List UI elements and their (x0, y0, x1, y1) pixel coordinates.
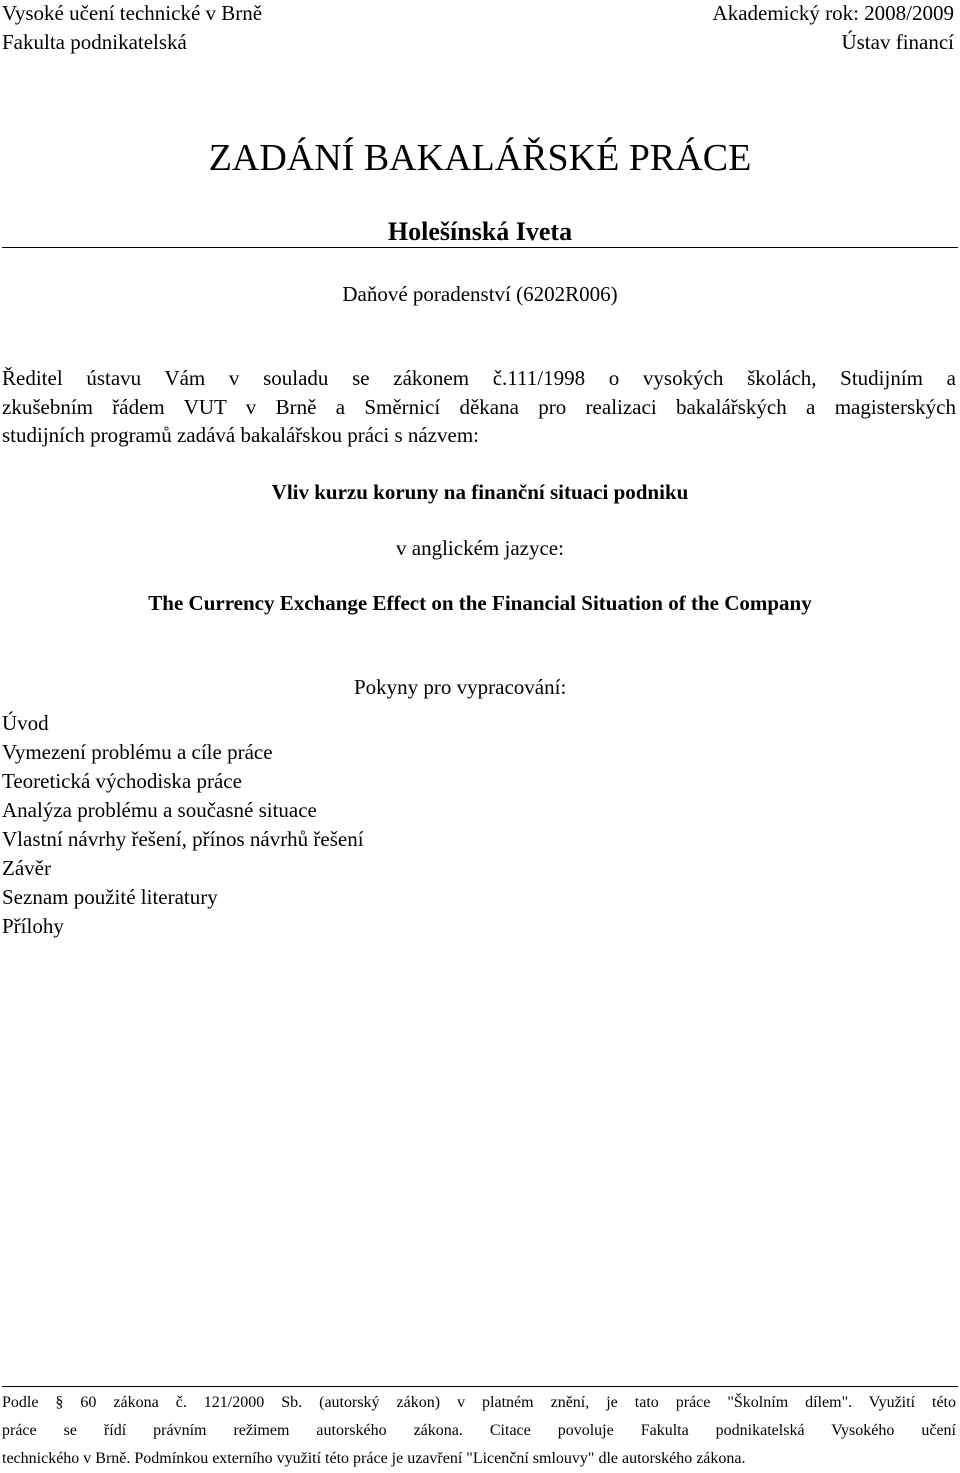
list-item: Přílohy (2, 914, 64, 938)
instructions-label: Pokyny pro vypracování: (354, 675, 567, 699)
list-item: Teoretická východiska práce (2, 769, 242, 793)
instructions-list (2, 709, 364, 941)
academic-year: Akademický rok: 2008/2009 (712, 1, 954, 25)
list-item: Seznam použité literatury (2, 885, 218, 909)
institute-name: Ústav financí (841, 30, 954, 54)
footer-line: technického v Brně. Podmínkou externího využití této práce je uzavření "Licenční smlouvy" dle autorského zákona. (2, 1450, 746, 1467)
intro-line: Ředitel ústavu Vám v souladu se zákonem č.111/1998 o vysokých školách, Studijním a (2, 366, 956, 390)
footer-divider (2, 1386, 958, 1387)
list-item: Vlastní návrhy řešení, přínos návrhů řešení (2, 827, 364, 851)
intro-paragraph (2, 364, 956, 450)
footer-line: Podle § 60 zákona č. 121/2000 Sb. (autorský zákon) v platném znění, je tato práce "Školním dílem". Využití této (2, 1394, 956, 1411)
list-item: Vymezení problému a cíle práce (2, 740, 273, 764)
page-title: ZADÁNÍ BAKALÁŘSKÉ PRÁCE (208, 137, 752, 179)
copyright-footer (2, 1389, 956, 1473)
english-label: v anglickém jazyce: (396, 536, 564, 560)
intro-line: zkušebním řádem VUT v Brně a Směrnicí děkana pro realizaci bakalářských a magisterských (2, 394, 956, 419)
university-name: Vysoké učení technické v Brně (2, 1, 263, 25)
thesis-title-en: The Currency Exchange Effect on the Financial Situation of the Company (148, 591, 812, 615)
intro-line: studijních programů zadává bakalářskou práci s názvem: (2, 423, 479, 447)
list-item: Závěr (2, 856, 51, 880)
list-item: Analýza problému a současné situace (2, 798, 317, 822)
study-program: Daňové poradenství (6202R006) (342, 282, 618, 306)
footer-line: práce se řídí právním režimem autorského zákona. Citace povoluje Fakulta podnikatelská Vysokého učení (2, 1422, 956, 1439)
faculty-name: Fakulta podnikatelská (2, 30, 187, 54)
thesis-title-cz: Vliv kurzu koruny na finanční situaci podniku (271, 480, 689, 504)
list-item: Úvod (2, 711, 49, 735)
student-name: Holešínská Iveta (387, 217, 573, 246)
top-divider (2, 247, 958, 248)
